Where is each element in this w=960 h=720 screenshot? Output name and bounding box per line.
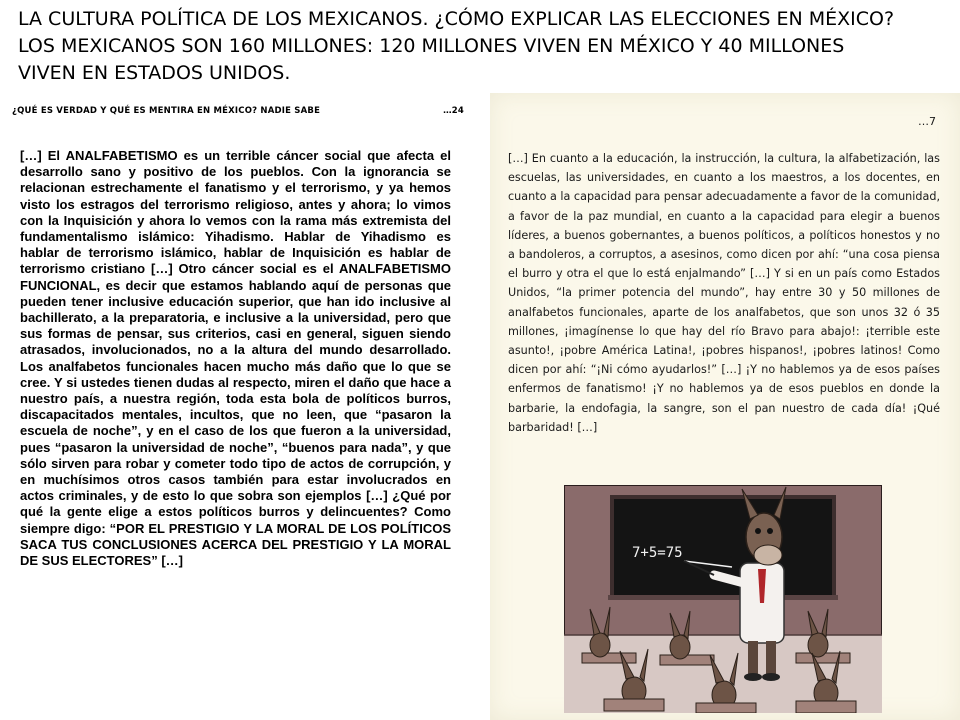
title-line-2: LOS MEXICANOS SON 160 MILLONES: 120 MILLONES VIVEN EN MÉXICO Y 40 MILLONES bbox=[18, 35, 845, 57]
right-page-number: …7 bbox=[918, 115, 936, 128]
left-paragraph: […] El ANALFABETISMO es un terrible cáncer social que afecta el desarrollo sano y positivo de los pueblos. Con la ignorancia se relacionan estrechamente el fanatismo y el terrorismo, y ya hemos visto los estragos del terrorismo religioso, antes y ahora; lo vimos con la Inquisición y ahora lo vemos con la rama más extremista del fundamentalismo islámico: Yihadismo. Hablar de Yihadismo es hablar de terrorismo islámico, hablar de Inquisición es hablar de terrorismo cristiano […] Otro cáncer social es el ANALFABETISMO FUNCIONAL, es decir que estamos hablando aquí de personas que pueden tener inclusive educación superior, que han ido inclusive al bachillerato, a la preparatoria, e inclusive a la universidad, pero que sus formas de pensar, sus criterios, casi en general, siguen siendo atrasados, involucionados, no a la altura del mundo desarrollado. Los analfabetos funcionales hacen mucho más daño que lo que se cree. Y si ustedes tienen dudas al respecto, miren el daño que hace a nuestro país, a nuestra región, toda esta bola de políticos burros, discapacitados mentales, incultos, que no leen, que “pasaron la escuela de noche”, y en el caso de los que fueron a la universidad, pues “pasaron la universidad de noche”, “buenos para nada”, y que sólo sirven para robar y cometer todo tipo de actos de corrupción, y en muchísimos otros casos también para estar involucrados en actos criminales, y de esto lo que sobra son ejemplos […] ¿Qué por qué la gente elige a estos políticos burros y delincuentes? Como siempre digo: “POR EL PRESTIGIO Y LA MORAL DE LOS POLÍTICOS SACA TUS CONCLUSIONES ACERCA DEL PRESTIGIO Y LA MORAL DE SUS ELECTORES” […] bbox=[20, 148, 451, 569]
right-book-page bbox=[490, 93, 960, 720]
left-running-head-text: ¿QUÉ ES VERDAD Y QUÉ ES MENTIRA EN MÉXICO? NADIE SABE bbox=[12, 106, 321, 116]
left-running-head bbox=[12, 106, 464, 116]
blackboard-text: 7+5=75 bbox=[632, 545, 683, 561]
right-paragraph: […] En cuanto a la educación, la instrucción, la cultura, la alfabetización, las escuelas, las universidades, en cuanto a los maestros, a los docentes, en cuanto a la capacidad para pensar adecuadamente a favor de la comunidad, a favor de la paz mundial, en cuanto a la capacidad para elegir a buenos líderes, a buenos gobernantes, a buenos políticos, a políticos honestos y no a bandoleros, a corruptos, a asesinos, como dicen por ahí: “una cosa piensa el burro y otra el que lo está enjalmando” […] Y si en un país como Estados Unidos, “la primer potencia del mundo”, hay entre 30 y 50 millones de analfabetos funcionales, aparte de los analfabetos, que son unos 32 ó 35 millones, ¡imagínense lo que hay del río Bravo para abajo!: ¡terrible este asunto!, ¡pobre América Latina!, ¡pobres hispanos!, ¡pobres latinos! Como dicen por ahí: “¡Ni cómo ayudarlos!” […] ¡Y no hablemos ya de esos países enfermos de fanatismo! ¡Y no hablemos ya de esos pueblos en donde la barbarie, la endofagia, la sangre, son el pan nuestro de cada día! ¡Qué barbaridad! […] bbox=[508, 152, 940, 434]
title-line-1: LA CULTURA POLÍTICA DE LOS MEXICANOS. ¿CÓMO EXPLICAR LAS ELECCIONES EN MÉXICO? bbox=[18, 8, 895, 30]
donkey-classroom-illustration bbox=[564, 485, 882, 713]
right-body-text bbox=[508, 149, 940, 437]
title-line-3: VIVEN EN ESTADOS UNIDOS. bbox=[18, 62, 291, 84]
left-body-text bbox=[20, 148, 451, 569]
donkey-classroom-icon bbox=[564, 485, 882, 713]
slide-title bbox=[18, 6, 942, 87]
left-page-number: …24 bbox=[443, 106, 464, 116]
left-book-page bbox=[0, 102, 475, 720]
